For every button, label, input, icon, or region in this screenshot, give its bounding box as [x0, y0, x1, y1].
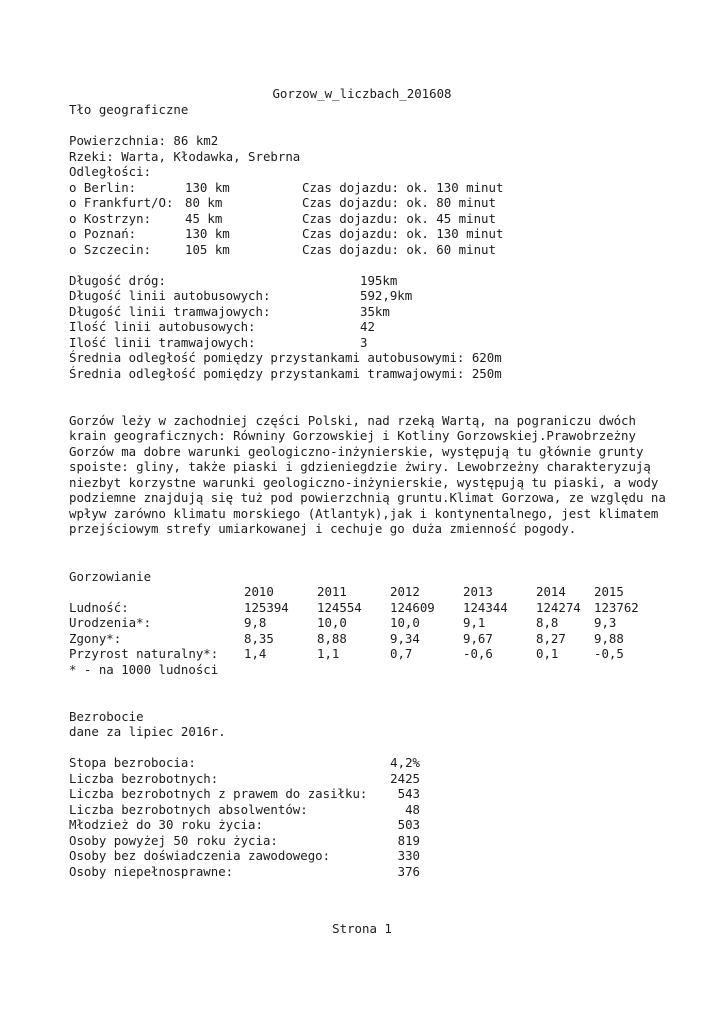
cell-value: 0,7 [390, 646, 413, 661]
cell-value: 1,1 [317, 646, 340, 661]
distance-city: o Kostrzyn: [69, 211, 152, 226]
transport-label: Długość linii tramwajowych: [69, 304, 271, 319]
row-label: Stopa bezrobocia: [69, 755, 196, 770]
distance-row [69, 226, 504, 241]
distance-km: 80 km [185, 195, 223, 210]
year-header: 2010 [244, 584, 274, 599]
distance-row [69, 180, 504, 195]
distance-km: 130 km [185, 180, 230, 195]
residents-row [69, 631, 624, 646]
distance-km: 105 km [185, 242, 230, 257]
row-label: Liczba bezrobotnych: [69, 771, 219, 786]
row-label: Zgony*: [69, 631, 122, 646]
row-label: Osoby bez doświadczenia zawodowego: [69, 848, 331, 863]
travel-time: Czas dojazdu: ok. 130 minut [302, 226, 504, 241]
year-header: 2014 [536, 584, 566, 599]
distance-city: o Berlin: [69, 180, 137, 195]
description-line: krain geograficznych: Równiny Gorzowskiej i Kotliny Gorzowskiej.Prawobrzeżny [69, 428, 636, 443]
bus-stop-distance: Średnia odległość pomiędzy przystankami autobusowymi: 620m [69, 350, 502, 365]
row-value: 4,2% [390, 755, 420, 770]
cell-value: 9,1 [463, 615, 486, 630]
distance-city: o Szczecin: [69, 242, 152, 257]
unemployment-row [69, 771, 420, 786]
cell-value: 8,27 [536, 631, 566, 646]
geo-heading: Tło geograficzne [69, 102, 189, 117]
row-value: 819 [397, 833, 420, 848]
transport-row [69, 273, 398, 288]
row-label: Urodzenia*: [69, 615, 152, 630]
residents-heading: Gorzowianie [69, 569, 152, 584]
cell-value: 9,3 [594, 615, 617, 630]
row-label: Przyrost naturalny*: [69, 646, 219, 661]
cell-value: -0,5 [594, 646, 624, 661]
travel-time: Czas dojazdu: ok. 60 minut [302, 242, 496, 257]
year-header: 2013 [463, 584, 493, 599]
transport-value: 35km [360, 304, 390, 319]
distance-km: 130 km [185, 226, 230, 241]
row-value: 543 [397, 786, 420, 801]
travel-time: Czas dojazdu: ok. 45 minut [302, 211, 496, 226]
cell-value: 125394 [244, 600, 289, 615]
rivers-line: Rzeki: Warta, Kłodawka, Srebrna [69, 149, 301, 164]
distance-city: o Poznań: [69, 226, 137, 241]
description-line: niezbyt korzystne warunki geologiczno-inżynierskie, występują tu piaski, a wody [69, 475, 659, 490]
transport-label: Ilość linii autobusowych: [69, 319, 256, 334]
unemployment-row [69, 833, 420, 848]
travel-time: Czas dojazdu: ok. 130 minut [302, 180, 504, 195]
residents-years-row [69, 584, 624, 599]
cell-value: 8,35 [244, 631, 274, 646]
distance-city: o Frankfurt/O: [69, 195, 174, 210]
cell-value: 0,1 [536, 646, 559, 661]
cell-value: 9,88 [594, 631, 624, 646]
description-line: wpływ zarówno klimatu morskiego (Atlantyk),jak i kontynentalnego, jest klimatem [69, 506, 659, 521]
description-line: przejściowym strefy umiarkowanej i cechuje go duża zmienność pogody. [69, 521, 577, 536]
distance-km: 45 km [185, 211, 223, 226]
residents-row [69, 646, 624, 661]
unemployment-row [69, 786, 420, 801]
cell-value: 124344 [463, 600, 508, 615]
cell-value: 9,67 [463, 631, 493, 646]
row-value: 503 [397, 817, 420, 832]
distances-heading: Odległości: [69, 164, 152, 179]
cell-value: -0,6 [463, 646, 493, 661]
unemployment-subheading: dane za lipiec 2016r. [69, 724, 226, 739]
transport-value: 592,9km [360, 288, 413, 303]
description-line: Gorzów ma dobre warunki geologiczno-inżynierskie, występują tu głównie grunty [69, 444, 644, 459]
residents-row [69, 600, 639, 615]
transport-row [69, 319, 375, 334]
distance-row [69, 211, 496, 226]
document-title: Gorzow_w_liczbach_201608 [272, 86, 452, 101]
cell-value: 124274 [536, 600, 581, 615]
transport-label: Ilość linii tramwajowych: [69, 335, 256, 350]
row-label: Osoby powyżej 50 roku życia: [69, 833, 278, 848]
row-label: Liczba bezrobotnych absolwentów: [69, 802, 308, 817]
unemployment-row [69, 864, 420, 879]
description-line: Gorzów leży w zachodniej części Polski, nad rzeką Wartą, na pograniczu dwóch [69, 413, 636, 428]
transport-value: 195km [360, 273, 398, 288]
row-label: Ludność: [69, 600, 129, 615]
unemployment-row [69, 817, 420, 832]
cell-value: 123762 [594, 600, 639, 615]
transport-label: Długość linii autobusowych: [69, 288, 271, 303]
cell-value: 124609 [390, 600, 435, 615]
cell-value: 8,8 [536, 615, 559, 630]
unemployment-row [69, 848, 420, 863]
cell-value: 9,8 [244, 615, 267, 630]
transport-value: 3 [360, 335, 368, 350]
unemployment-row [69, 755, 420, 770]
tram-stop-distance: Średnia odległość pomiędzy przystankami tramwajowymi: 250m [69, 366, 502, 381]
year-header: 2012 [390, 584, 420, 599]
row-label: Liczba bezrobotnych z prawem do zasiłku: [69, 786, 368, 801]
distance-row [69, 242, 496, 257]
transport-label: Długość dróg: [69, 273, 166, 288]
cell-value: 10,0 [390, 615, 420, 630]
residents-row [69, 615, 617, 630]
residents-footnote: * - na 1000 ludności [69, 662, 219, 677]
cell-value: 8,88 [317, 631, 347, 646]
cell-value: 124554 [317, 600, 362, 615]
transport-value: 42 [360, 319, 375, 334]
cell-value: 9,34 [390, 631, 420, 646]
unemployment-row [69, 802, 420, 817]
description-line: spoiste: gliny, także piaski i gdzieniegdzie żwiry. Lewobrzeżny charakteryzują [69, 459, 651, 474]
cell-value: 10,0 [317, 615, 347, 630]
area-line: Powierzchnia: 86 km2 [69, 133, 219, 148]
year-header: 2011 [317, 584, 347, 599]
year-header: 2015 [594, 584, 624, 599]
row-label: Młodzież do 30 roku życia: [69, 817, 263, 832]
row-value: 376 [397, 864, 420, 879]
transport-row [69, 288, 413, 303]
row-value: 2425 [390, 771, 420, 786]
page-number: Strona 1 [332, 921, 392, 936]
row-value: 48 [405, 802, 420, 817]
row-value: 330 [397, 848, 420, 863]
transport-row [69, 335, 368, 350]
row-label: Osoby niepełnosprawne: [69, 864, 234, 879]
distance-row [69, 195, 496, 210]
cell-value: 1,4 [244, 646, 267, 661]
transport-row [69, 304, 390, 319]
unemployment-heading: Bezrobocie [69, 709, 144, 724]
description-line: podziemne znajdują się tuż pod powierzchnią gruntu.Klimat Gorzowa, ze względu na [69, 490, 666, 505]
travel-time: Czas dojazdu: ok. 80 minut [302, 195, 496, 210]
